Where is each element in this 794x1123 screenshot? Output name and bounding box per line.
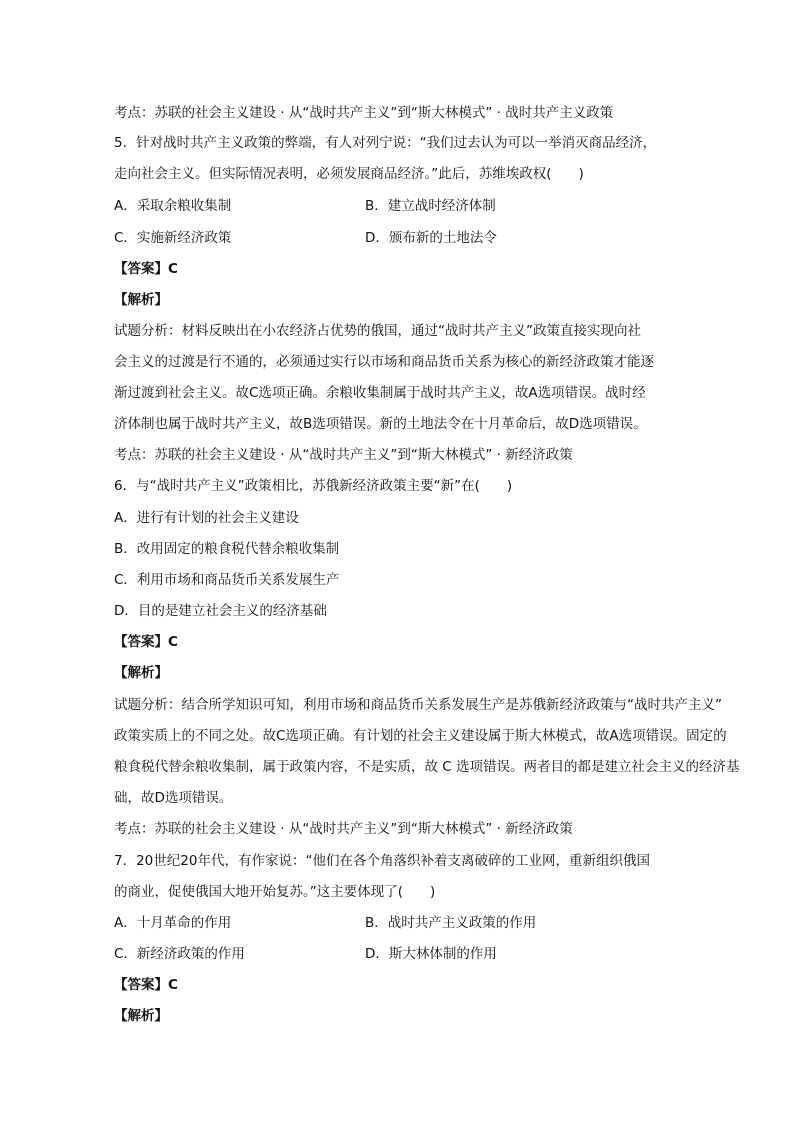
q6-stem: 6．与“战时共产主义”政策相比，苏俄新经济政策主要“新”在( ): [114, 478, 513, 494]
q5-analysis-line-4: 济体制也属于战时共产主义，故B选项错误。新的土地法令在十月革命后，故D选项错误。: [114, 416, 647, 432]
q6-analysis-line-3: 粮食税代替余粮收集制，属于政策内容，不是实质，故 C 选项错误。两者目的都是建立社会主义的经济基: [114, 759, 740, 775]
q5-stem-line-2: 走向社会主义。但实际情况表明，必须发展商品经济。”此后，苏维埃政权( ): [114, 166, 584, 182]
q7-stem-line-1: 7．20世纪20年代，有作家说：“他们在各个角落织补着支离破碎的工业网，重新组织俄国: [114, 853, 650, 869]
q6-answer: 【答案】C: [114, 634, 178, 650]
q6-option-d: D．目的是建立社会主义的经济基础: [114, 603, 327, 619]
q6-option-a: A．进行有计划的社会主义建设: [114, 510, 299, 526]
q5-option-a: A．采取余粮收集制: [114, 198, 232, 214]
q7-option-a: A．十月革命的作用: [114, 915, 232, 931]
q5-option-c: C．实施新经济政策: [114, 230, 232, 246]
q5-prev-citation: 考点：苏联的社会主义建设 · 从“战时共产主义”到“斯大林模式” · 战时共产主义政策: [114, 105, 614, 121]
q7-analysis-label: 【解析】: [114, 1008, 168, 1024]
q6-option-b: B．改用固定的粮食税代替余粮收集制: [114, 541, 340, 557]
q6-analysis-line-1: 试题分析：结合所学知识可知，利用市场和商品货币关系发展生产是苏俄新经济政策与“战时共产主义”: [114, 697, 722, 713]
q5-answer: 【答案】C: [114, 261, 178, 277]
q7-option-d: D．斯大林体制的作用: [365, 946, 497, 962]
q7-stem-line-2: 的商业，促使俄国大地开始复苏。”这主要体现了( ): [114, 884, 436, 900]
q5-analysis-line-2: 会主义的过渡是行不通的，必须通过实行以市场和商品货币关系为核心的新经济政策才能逐: [114, 354, 654, 370]
q5-analysis-line-1: 试题分析：材料反映出在小农经济占优势的俄国，通过“战时共产主义”政策直接实现向社: [114, 323, 641, 339]
q6-analysis-line-2: 政策实质上的不同之处。故C选项正确。有计划的社会主义建设属于斯大林模式，故A选项错误。固定的: [114, 728, 727, 744]
q5-analysis-label: 【解析】: [114, 292, 168, 308]
q5-citation: 考点：苏联的社会主义建设 · 从“战时共产主义”到“斯大林模式” · 新经济政策: [114, 447, 573, 463]
q5-option-d: D．颁布新的土地法令: [365, 230, 497, 246]
q7-answer: 【答案】C: [114, 977, 178, 993]
q6-analysis-label: 【解析】: [114, 665, 168, 681]
q5-option-b: B．建立战时经济体制: [365, 198, 496, 214]
q7-option-c: C．新经济政策的作用: [114, 946, 245, 962]
q6-analysis-line-4: 础，故D选项错误。: [114, 790, 233, 806]
q6-option-c: C．利用市场和商品货币关系发展生产: [114, 572, 340, 588]
q6-citation: 考点：苏联的社会主义建设 · 从“战时共产主义”到“斯大林模式” · 新经济政策: [114, 821, 573, 837]
q5-stem-line-1: 5．针对战时共产主义政策的弊端，有人对列宁说：“我们过去认为可以一举消灭商品经济，: [114, 135, 657, 151]
q5-analysis-line-3: 渐过渡到社会主义。故C选项正确。余粮收集制属于战时共产主义，故A选项错误。战时经: [114, 385, 646, 401]
q7-option-b: B．战时共产主义政策的作用: [365, 915, 537, 931]
